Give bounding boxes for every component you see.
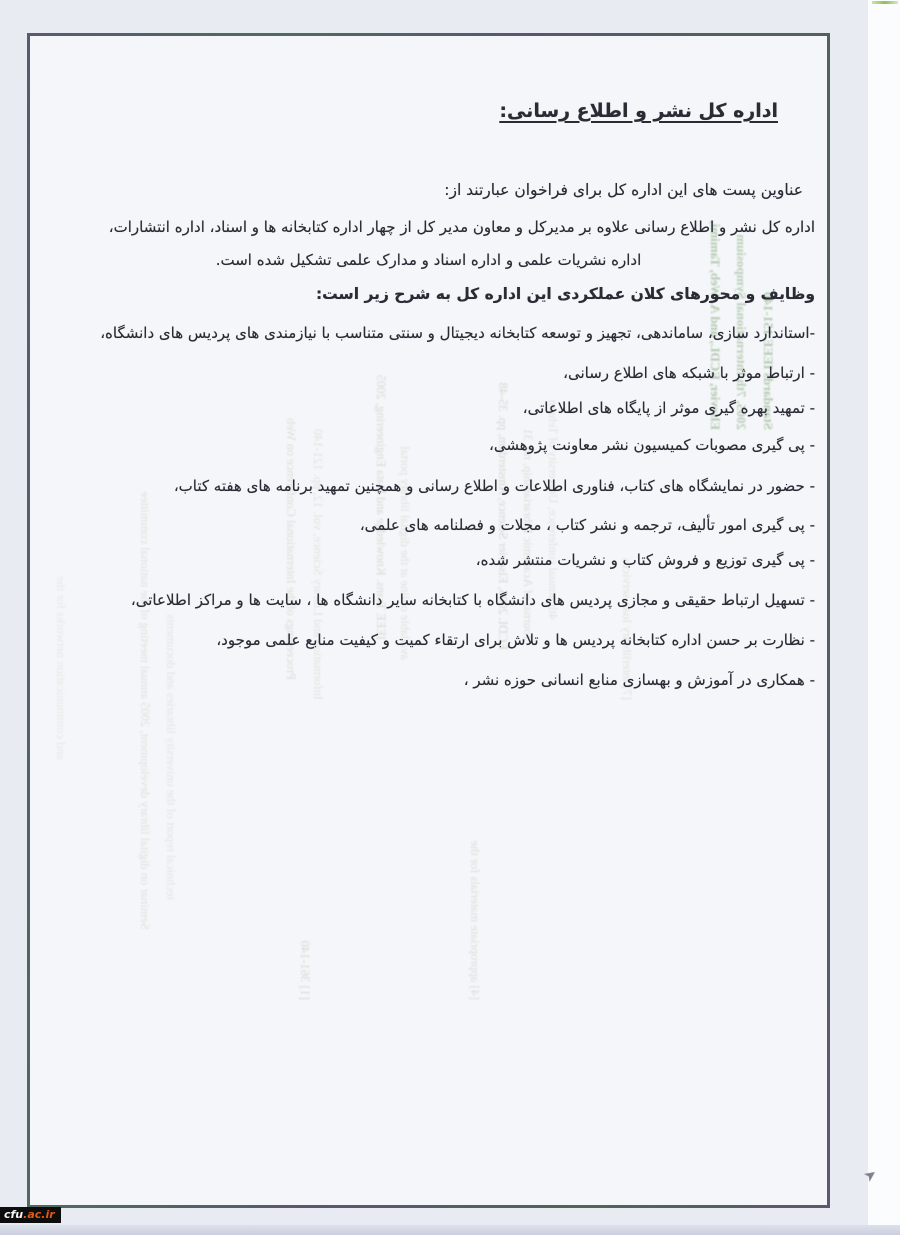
document-title: اداره کل نشر و اطلاع رسانی: bbox=[499, 100, 778, 122]
bleedthrough-text: 4th annual conference, University of Tehran bbox=[546, 399, 560, 620]
watermark-prefix: cfu bbox=[4, 1208, 24, 1221]
bleedthrough-text: [7] interlibrary loan services bbox=[620, 558, 634, 700]
bleedthrough-text: 2005, 7th International Symposium bbox=[734, 234, 749, 430]
bleedthrough-text: Seminar on digital library development, 2005 annual meeting of the national committee bbox=[138, 491, 152, 930]
duty-item-4: - پی گیری مصوبات کمیسیون نشر معاونت پژوهشی، bbox=[489, 436, 815, 454]
scanner-edge-strip bbox=[868, 0, 900, 1235]
bleedthrough-text: Journal of Academic Librarianship, no. 31 bbox=[521, 428, 535, 640]
bleedthrough-text: available online at the digital library portal bbox=[398, 446, 412, 660]
paragraph-line-1: اداره کل نشر و اطلاع رسانی علاوه بر مدیرکل و معاون مدیر کل از چهار اداره کتابخانه ها و اسناد، اداره انتشارات، bbox=[108, 218, 815, 236]
bleedthrough-text: [4] appropriate materials for the bbox=[468, 840, 482, 1000]
duty-item-5: - حضور در نمایشگاه های کتاب، فناوری اطلاعات و اطلاع رسانی و همچنین تمهید برنامه های هفته کتاب، bbox=[173, 477, 815, 495]
duty-item-3: - تمهید بهره گیری موثر از پایگاه های اطلاعاتی، bbox=[522, 399, 815, 417]
bleedthrough-text: and communication networks for the bbox=[54, 576, 68, 760]
duty-item-2: - ارتباط موثر با شبکه های اطلاع رسانی، bbox=[563, 364, 815, 382]
scanner-tick-mark bbox=[872, 1, 898, 4]
bleedthrough-text: Standards IEEE 151-140 bbox=[761, 292, 776, 430]
page-border-frame bbox=[27, 33, 830, 1208]
bleedthrough-text: technical report of the university libraries and documents bbox=[164, 614, 178, 900]
bleedthrough-text: ECDL 2005, Elsevier Science, Amsterdam, pp. 35-48 bbox=[496, 382, 510, 650]
intro-line: عناوین پست های این اداره کل برای فراخوان عبارتند از: bbox=[444, 181, 803, 199]
bleedthrough-text: [1] 361-140 bbox=[298, 940, 312, 1000]
scan-artifact-mark: ➤ bbox=[859, 1164, 881, 1186]
bleedthrough-text: Proceedings of the International Conference on Web bbox=[284, 418, 298, 680]
watermark-suffix: .ac.ir bbox=[23, 1208, 55, 1221]
paragraph-line-2: اداره نشریات علمی و اداره اسناد و مدارک علمی تشکیل شده است. bbox=[215, 251, 642, 269]
section-heading: وظایف و محورهای کلان عملکردی این اداره کل به شرح زیر است: bbox=[315, 285, 815, 303]
scanner-bottom-edge bbox=[0, 1225, 900, 1235]
duty-item-9: - نظارت بر حسن اداره کتابخانه پردیس ها و تلاش برای ارتقاء کمیت و کیفیت منابع علمی موجود، bbox=[216, 631, 815, 649]
site-watermark bbox=[0, 1207, 61, 1223]
bleedthrough-text: Elsevier, ECDL, and A. Web, Tamimi, bbox=[708, 220, 723, 430]
duty-item-6: - پی گیری امور تألیف، ترجمه و نشر کتاب ، مجلات و فصلنامه های علمی، bbox=[359, 516, 815, 534]
bleedthrough-text: Information and Library Science, vol. 12, pp. 121-140 bbox=[311, 428, 325, 700]
duty-item-10: - همکاری در آموزش و بهسازی منابع انسانی حوزه نشر ، bbox=[463, 671, 815, 689]
duty-item-1: -استاندارد سازی، ساماندهی، تجهیز و توسعه کتابخانه دیجیتال و سنتی متناسب با نیازمندی های پردیس های دانشگاه، bbox=[100, 324, 815, 342]
bleedthrough-text: IEEE Trans. Knowledge and Data Engineering, 2005 bbox=[374, 374, 388, 640]
duty-item-7: - پی گیری توزیع و فروش کتاب و نشریات منتشر شده، bbox=[475, 551, 815, 569]
duty-item-8: - تسهیل ارتباط حقیقی و مجازی پردیس های دانشگاه با کتابخانه سایر دانشگاه ها ، سایت ها و مراکز اطلاعاتی، bbox=[130, 591, 815, 609]
